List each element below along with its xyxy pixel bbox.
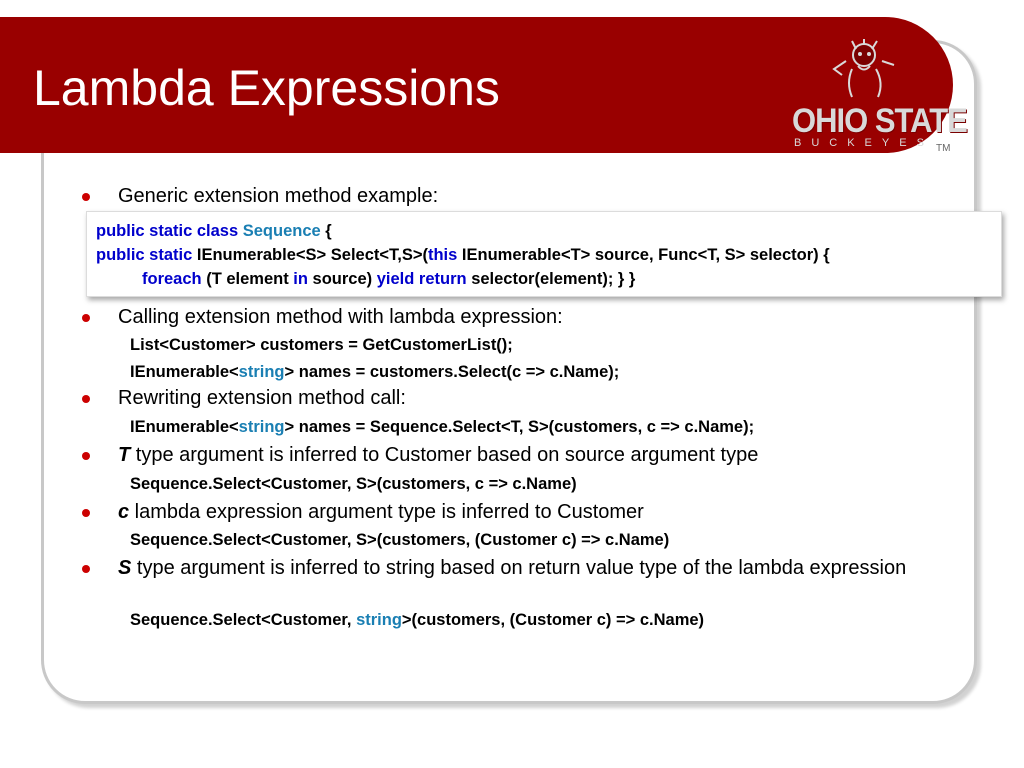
bullet-text [118, 444, 758, 467]
code-text: source) [307, 270, 377, 288]
code-line [96, 243, 830, 267]
code-line [96, 219, 332, 243]
code-example [130, 610, 704, 630]
code-keyword: this [427, 246, 458, 264]
code-type: string [356, 611, 402, 629]
code-example [130, 362, 619, 382]
code-text: IEnumerable< [130, 418, 239, 436]
code-text: IEnumerable<T> source, Func<T, S> selector) { [457, 246, 830, 264]
code-text: >(customers, (Customer c) => c.Name) [401, 611, 705, 629]
bullet-text: Rewriting extension method call: [118, 387, 406, 409]
code-text: > names = Sequence.Select<T, S>(customers, c => c.Name); [284, 418, 755, 436]
bullet-text: Generic extension method example: [118, 185, 439, 207]
bullet-rest: type argument is inferred to string based on return value type of the lambda expression [131, 557, 907, 579]
code-line [142, 267, 635, 291]
code-type: string [238, 418, 285, 436]
bullet-dot-icon [82, 193, 90, 201]
code-text: IEnumerable< [130, 363, 239, 381]
code-example: List<Customer> customers = GetCustomerList(); [130, 336, 513, 354]
bullet-dot-icon [82, 565, 90, 573]
code-keyword: foreach [142, 270, 202, 288]
bullet-text: Calling extension method with lambda expression: [118, 306, 563, 328]
bullet-lead: c [118, 501, 130, 523]
code-type: string [238, 363, 285, 381]
code-type: Sequence [242, 222, 321, 240]
code-example [130, 417, 754, 437]
logo-trademark: TM [936, 143, 951, 154]
logo-wordmark: OHIO STATE [792, 101, 967, 140]
code-text: (T element [201, 270, 294, 288]
bullet-dot-icon [82, 395, 90, 403]
code-example: Sequence.Select<Customer, S>(customers, (Customer c) => c.Name) [130, 531, 670, 549]
code-text: { [320, 222, 332, 240]
bullet-text [118, 557, 918, 580]
bullet-text [118, 501, 644, 524]
bullet-lead: T [118, 444, 131, 466]
bullet-rest: type argument is inferred to Customer based on source argument type [130, 444, 759, 466]
bullet-dot-icon [82, 452, 90, 460]
code-keyword: yield return [376, 270, 467, 288]
code-keyword: public static [96, 246, 193, 264]
bullet-lead: S [118, 557, 132, 579]
bullet-dot-icon [82, 509, 90, 517]
code-keyword: in [293, 270, 308, 288]
code-text: Sequence.Select<Customer, [130, 611, 357, 629]
bullet-dot-icon [82, 314, 90, 322]
logo-subtitle: BUCKEYES [794, 137, 934, 149]
code-keyword: public static class [96, 222, 239, 240]
code-example: Sequence.Select<Customer, S>(customers, c => c.Name) [130, 475, 577, 493]
bullet-rest: lambda expression argument type is inferred to Customer [129, 501, 644, 523]
code-text: > names = customers.Select(c => c.Name); [284, 363, 620, 381]
code-block [86, 211, 1002, 297]
code-text: selector(element); } } [466, 270, 636, 288]
code-text: IEnumerable<S> Select<T,S>( [192, 246, 428, 264]
slide-title: Lambda Expressions [33, 60, 500, 116]
